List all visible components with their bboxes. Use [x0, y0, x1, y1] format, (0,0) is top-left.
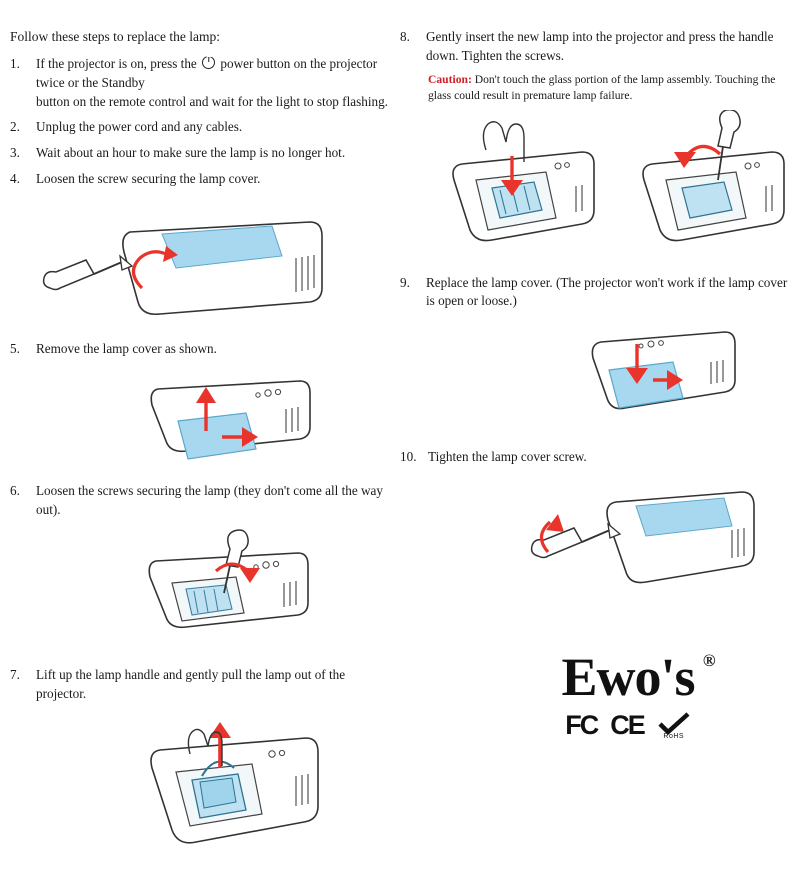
- step-5-number: 5.: [10, 340, 20, 356]
- step-5-text: Remove the lamp cover as shown.: [36, 340, 217, 356]
- step-3: [10, 144, 395, 163]
- step-8: [400, 28, 792, 65]
- step-8-text: Gently insert the new lamp into the projector and press the handle down. Tighten the screws.: [426, 29, 774, 63]
- figure-step10-tighten-cover-screw: [400, 474, 792, 604]
- step-6: [10, 482, 395, 519]
- step-9: [400, 274, 792, 311]
- figure-step8a-insert-lamp: [453, 122, 594, 241]
- step-1-text-c: button on the remote control and wait for the light to stop flashing.: [36, 93, 388, 109]
- figure-step9-replace-cover: [400, 318, 792, 438]
- rohs-label: RoHS: [663, 732, 685, 740]
- step-1-text-a: If the projector is on, press the: [36, 56, 201, 72]
- right-column: [400, 28, 792, 604]
- step-9-number: 9.: [400, 274, 410, 290]
- left-column: [10, 28, 395, 880]
- figure-step8-panels: [400, 110, 792, 260]
- figure-step4-loosen-cover-screw: [10, 196, 395, 336]
- step-4: [10, 170, 395, 189]
- step-10: [400, 448, 792, 467]
- figure-step8b-tighten-screws: [643, 110, 784, 241]
- ce-mark-icon: CE: [610, 710, 644, 740]
- step-10-text: Tighten the lamp cover screw.: [428, 449, 587, 465]
- step-4-text: Loosen the screw securing the lamp cover.: [36, 170, 261, 186]
- step-6-number: 6.: [10, 483, 20, 499]
- fcc-mark-icon: FC: [565, 710, 598, 740]
- step-2-text: Unplug the power cord and any cables.: [36, 119, 243, 135]
- step-1-number: 1.: [10, 56, 20, 72]
- step-1: [10, 55, 395, 111]
- step-8-number: 8.: [400, 29, 410, 44]
- step-7: [10, 666, 395, 703]
- figure-step6-loosen-lamp-screws: [10, 527, 395, 662]
- step-1-text-b: power button on the projector twice or the Standby: [36, 56, 378, 90]
- brand-name: [561, 647, 715, 707]
- registered-mark-icon: ®: [702, 651, 715, 670]
- step-2: [10, 118, 395, 137]
- caution-label: Caution:: [428, 73, 472, 87]
- step-3-number: 3.: [10, 145, 20, 161]
- step-4-number: 4.: [10, 170, 20, 186]
- figure-step7-lift-lamp-handle: [10, 710, 395, 880]
- step-1-text: [36, 55, 395, 111]
- step-7-text: Lift up the lamp handle and gently pull the lamp out of the projector.: [36, 666, 346, 701]
- intro-text: Follow these steps to replace the lamp:: [10, 29, 220, 44]
- step-3-text: Wait about an hour to make sure the lamp is no longer hot.: [36, 145, 346, 161]
- figure-step5-remove-lamp-cover: [10, 365, 395, 480]
- brand-logo: [498, 647, 758, 741]
- step-5: [10, 340, 395, 359]
- step-9-text: Replace the lamp cover. (The projector won't work if the lamp cover is open or loose.): [426, 274, 788, 309]
- certification-marks: [498, 710, 758, 741]
- step-7-number: 7.: [10, 666, 20, 682]
- caution-note: [428, 72, 792, 103]
- rohs-mark: [657, 712, 691, 740]
- power-icon: [202, 56, 215, 69]
- step-2-number: 2.: [10, 119, 20, 135]
- brand-name-text: Ewo's: [561, 647, 695, 707]
- step-6-text: Loosen the screws securing the lamp (they don't come all the way out).: [36, 483, 383, 518]
- step-10-number: 10.: [400, 449, 417, 465]
- caution-text: Don't touch the glass portion of the lamp assembly. Touching the glass could result in premature lamp failure.: [428, 73, 776, 103]
